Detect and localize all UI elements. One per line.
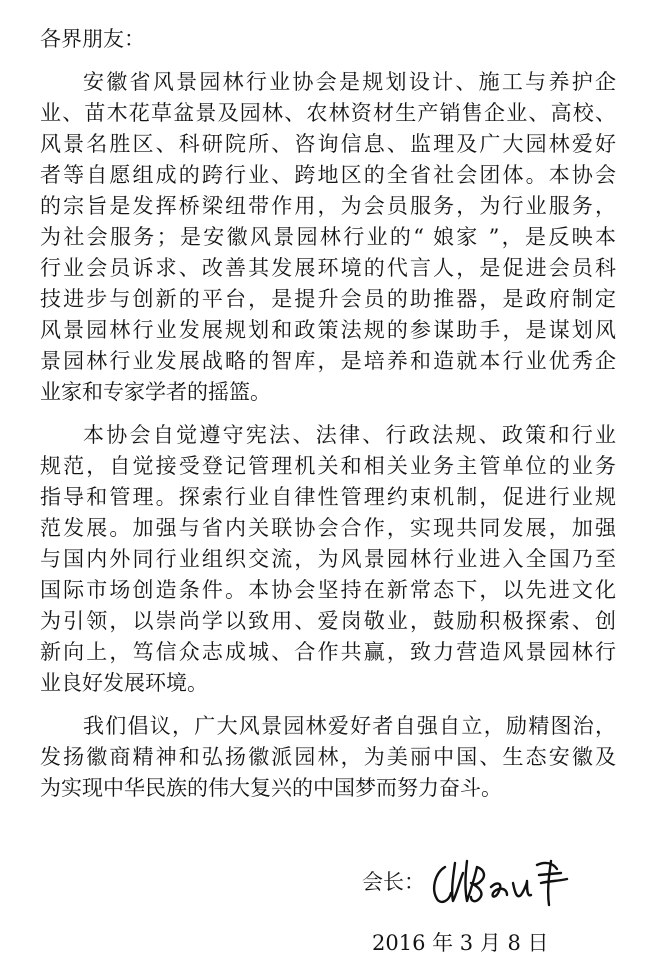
paragraph-1-line: 业家和专家学者的摇篮。	[40, 380, 271, 404]
paragraph-1-line: 风景园林行业发展规划和政策法规的参谋助手，是谋划风	[40, 318, 616, 342]
paragraph-2-line: 为引领，以崇尚学以致用、爱岗敬业，鼓励积极探索、创	[40, 609, 616, 633]
signature-block	[362, 858, 587, 904]
spacer	[40, 408, 616, 420]
paragraph-1-line: 为社会服务；是安徽风景园林行业的“ 娘家 ”，是反映本	[40, 225, 616, 249]
paragraph-2-line: 国际市场创造条件。本协会坚持在新常态下，以先进文化	[40, 578, 616, 602]
paragraph-1-line: 景园林行业发展战略的智库，是培养和造就本行业优秀企	[40, 349, 616, 373]
paragraph-2-line: 与国内外同行业组织交流，为风景园林行业进入全国乃至	[40, 547, 616, 571]
letter	[40, 24, 616, 804]
paragraph-2-line: 指导和管理。探索行业自律性管理约束机制，促进行业规	[40, 485, 616, 509]
paragraph-2-line: 新向上，笃信众志成城、合作共赢，致力营造风景园林行	[40, 640, 616, 664]
paragraph-1	[40, 67, 616, 408]
paragraph-1-line: 者等自愿组成的跨行业、跨地区的全省社会团体。本协会	[40, 163, 616, 187]
spacer	[40, 55, 616, 67]
paragraph-1-line: 风景名胜区、科研院所、咨询信息、监理及广大园林爱好	[40, 132, 616, 156]
paragraph-2-line: 业良好发展环境。	[40, 671, 208, 695]
paragraph-1-line: 技进步与创新的平台，是提升会员的助推器，是政府制定	[40, 287, 616, 311]
paragraph-2	[40, 420, 616, 699]
paragraph-1-line: 业、苗木花草盆景及园林、农林资材生产销售企业、高校、	[40, 101, 616, 125]
paragraph-1-line: 的宗旨是发挥桥梁纽带作用，为会员服务，为行业服务，	[40, 194, 616, 218]
signature-icon	[427, 853, 587, 909]
spacer	[40, 699, 616, 711]
paragraph-2-line: 范发展。加强与省内关联协会合作，实现共同发展，加强	[40, 516, 616, 540]
date: 2016 年 3 月 8 日	[372, 931, 549, 955]
paragraph-1-line: 安徽省风景园林行业协会是规划设计、施工与养护企	[83, 70, 616, 94]
signature-label: 会长：	[362, 870, 425, 894]
paragraph-3-line: 为实现中华民族的伟大复兴的中国梦而努力奋斗。	[40, 776, 502, 800]
paragraph-1-line: 行业会员诉求、改善其发展环境的代言人，是促进会员科	[40, 256, 616, 280]
paragraph-3-line: 我们倡议，广大风景园林爱好者自强自立，励精图治，	[83, 714, 616, 738]
paragraph-2-line: 规范，自觉接受登记管理机关和相关业务主管单位的业务	[40, 454, 616, 478]
paragraph-2-line: 本协会自觉遵守宪法、法律、行政法规、政策和行业	[83, 423, 616, 447]
salutation: 各界朋友：	[40, 27, 145, 51]
paragraph-3-line: 发扬徽商精神和弘扬徽派园林，为美丽中国、生态安徽及	[40, 745, 616, 769]
paragraph-3	[40, 711, 616, 804]
